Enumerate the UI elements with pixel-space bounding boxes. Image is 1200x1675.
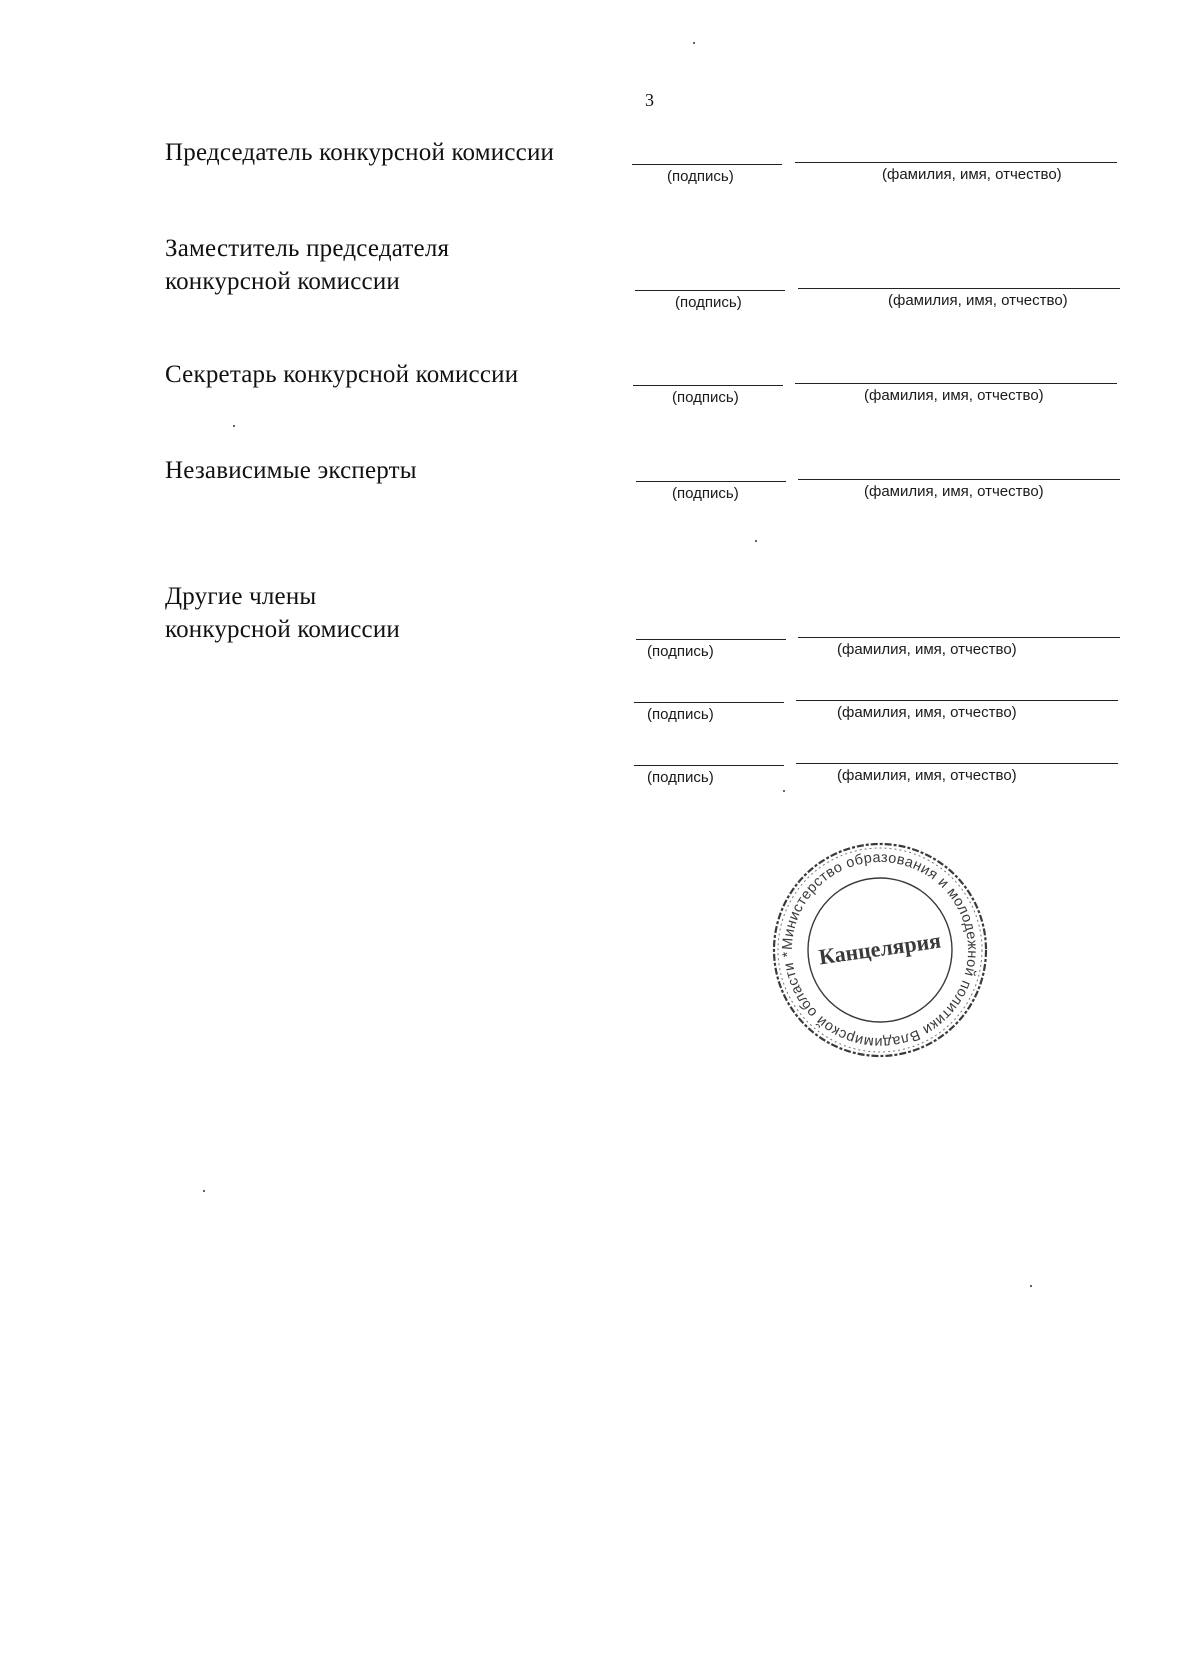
role-secretary: Секретарь конкурсной комиссии [165, 361, 519, 388]
signature-caption: (подпись) [672, 389, 739, 406]
stamp-ring-text: Министерство образования и молодежной политики Владимирской области * [779, 849, 981, 1051]
signature-line [635, 290, 785, 291]
signature-line [633, 385, 783, 386]
signature-line [634, 765, 784, 766]
name-caption: (фамилия, имя, отчество) [888, 292, 1068, 309]
scan-speck [783, 790, 785, 792]
signature-line [634, 702, 784, 703]
name-line [798, 637, 1120, 638]
signature-line [636, 481, 786, 482]
name-caption: (фамилия, имя, отчество) [864, 387, 1044, 404]
signature-line [636, 639, 786, 640]
scan-speck [203, 1190, 205, 1192]
name-caption: (фамилия, имя, отчество) [837, 641, 1017, 658]
name-line [795, 162, 1117, 163]
name-line [798, 288, 1120, 289]
name-line [798, 479, 1120, 480]
stamp-center-text: Канцелярия [817, 927, 943, 970]
scan-speck [693, 42, 695, 44]
role-chairman: Председатель конкурсной комиссии [165, 139, 555, 166]
name-line [795, 383, 1117, 384]
signature-caption: (подпись) [647, 643, 714, 660]
scan-speck [233, 425, 235, 427]
name-caption: (фамилия, имя, отчество) [882, 166, 1062, 183]
scan-speck [755, 540, 757, 542]
name-caption: (фамилия, имя, отчество) [864, 483, 1044, 500]
scan-speck [1030, 1285, 1032, 1287]
name-caption: (фамилия, имя, отчество) [837, 704, 1017, 721]
role-other-members: Другие члены конкурсной комиссии [165, 583, 401, 643]
official-stamp [770, 840, 990, 1060]
signature-caption: (подпись) [672, 485, 739, 502]
signature-caption: (подпись) [647, 706, 714, 723]
signature-caption: (подпись) [667, 168, 734, 185]
signature-caption: (подпись) [647, 769, 714, 786]
signature-line [632, 164, 782, 165]
name-caption: (фамилия, имя, отчество) [837, 767, 1017, 784]
role-independent-experts: Независимые эксперты [165, 457, 417, 484]
name-line [796, 763, 1118, 764]
name-line [796, 700, 1118, 701]
page-number: 3 [645, 90, 654, 110]
signature-caption: (подпись) [675, 294, 742, 311]
role-deputy-chairman: Заместитель председателя конкурсной комиссии [165, 235, 450, 295]
